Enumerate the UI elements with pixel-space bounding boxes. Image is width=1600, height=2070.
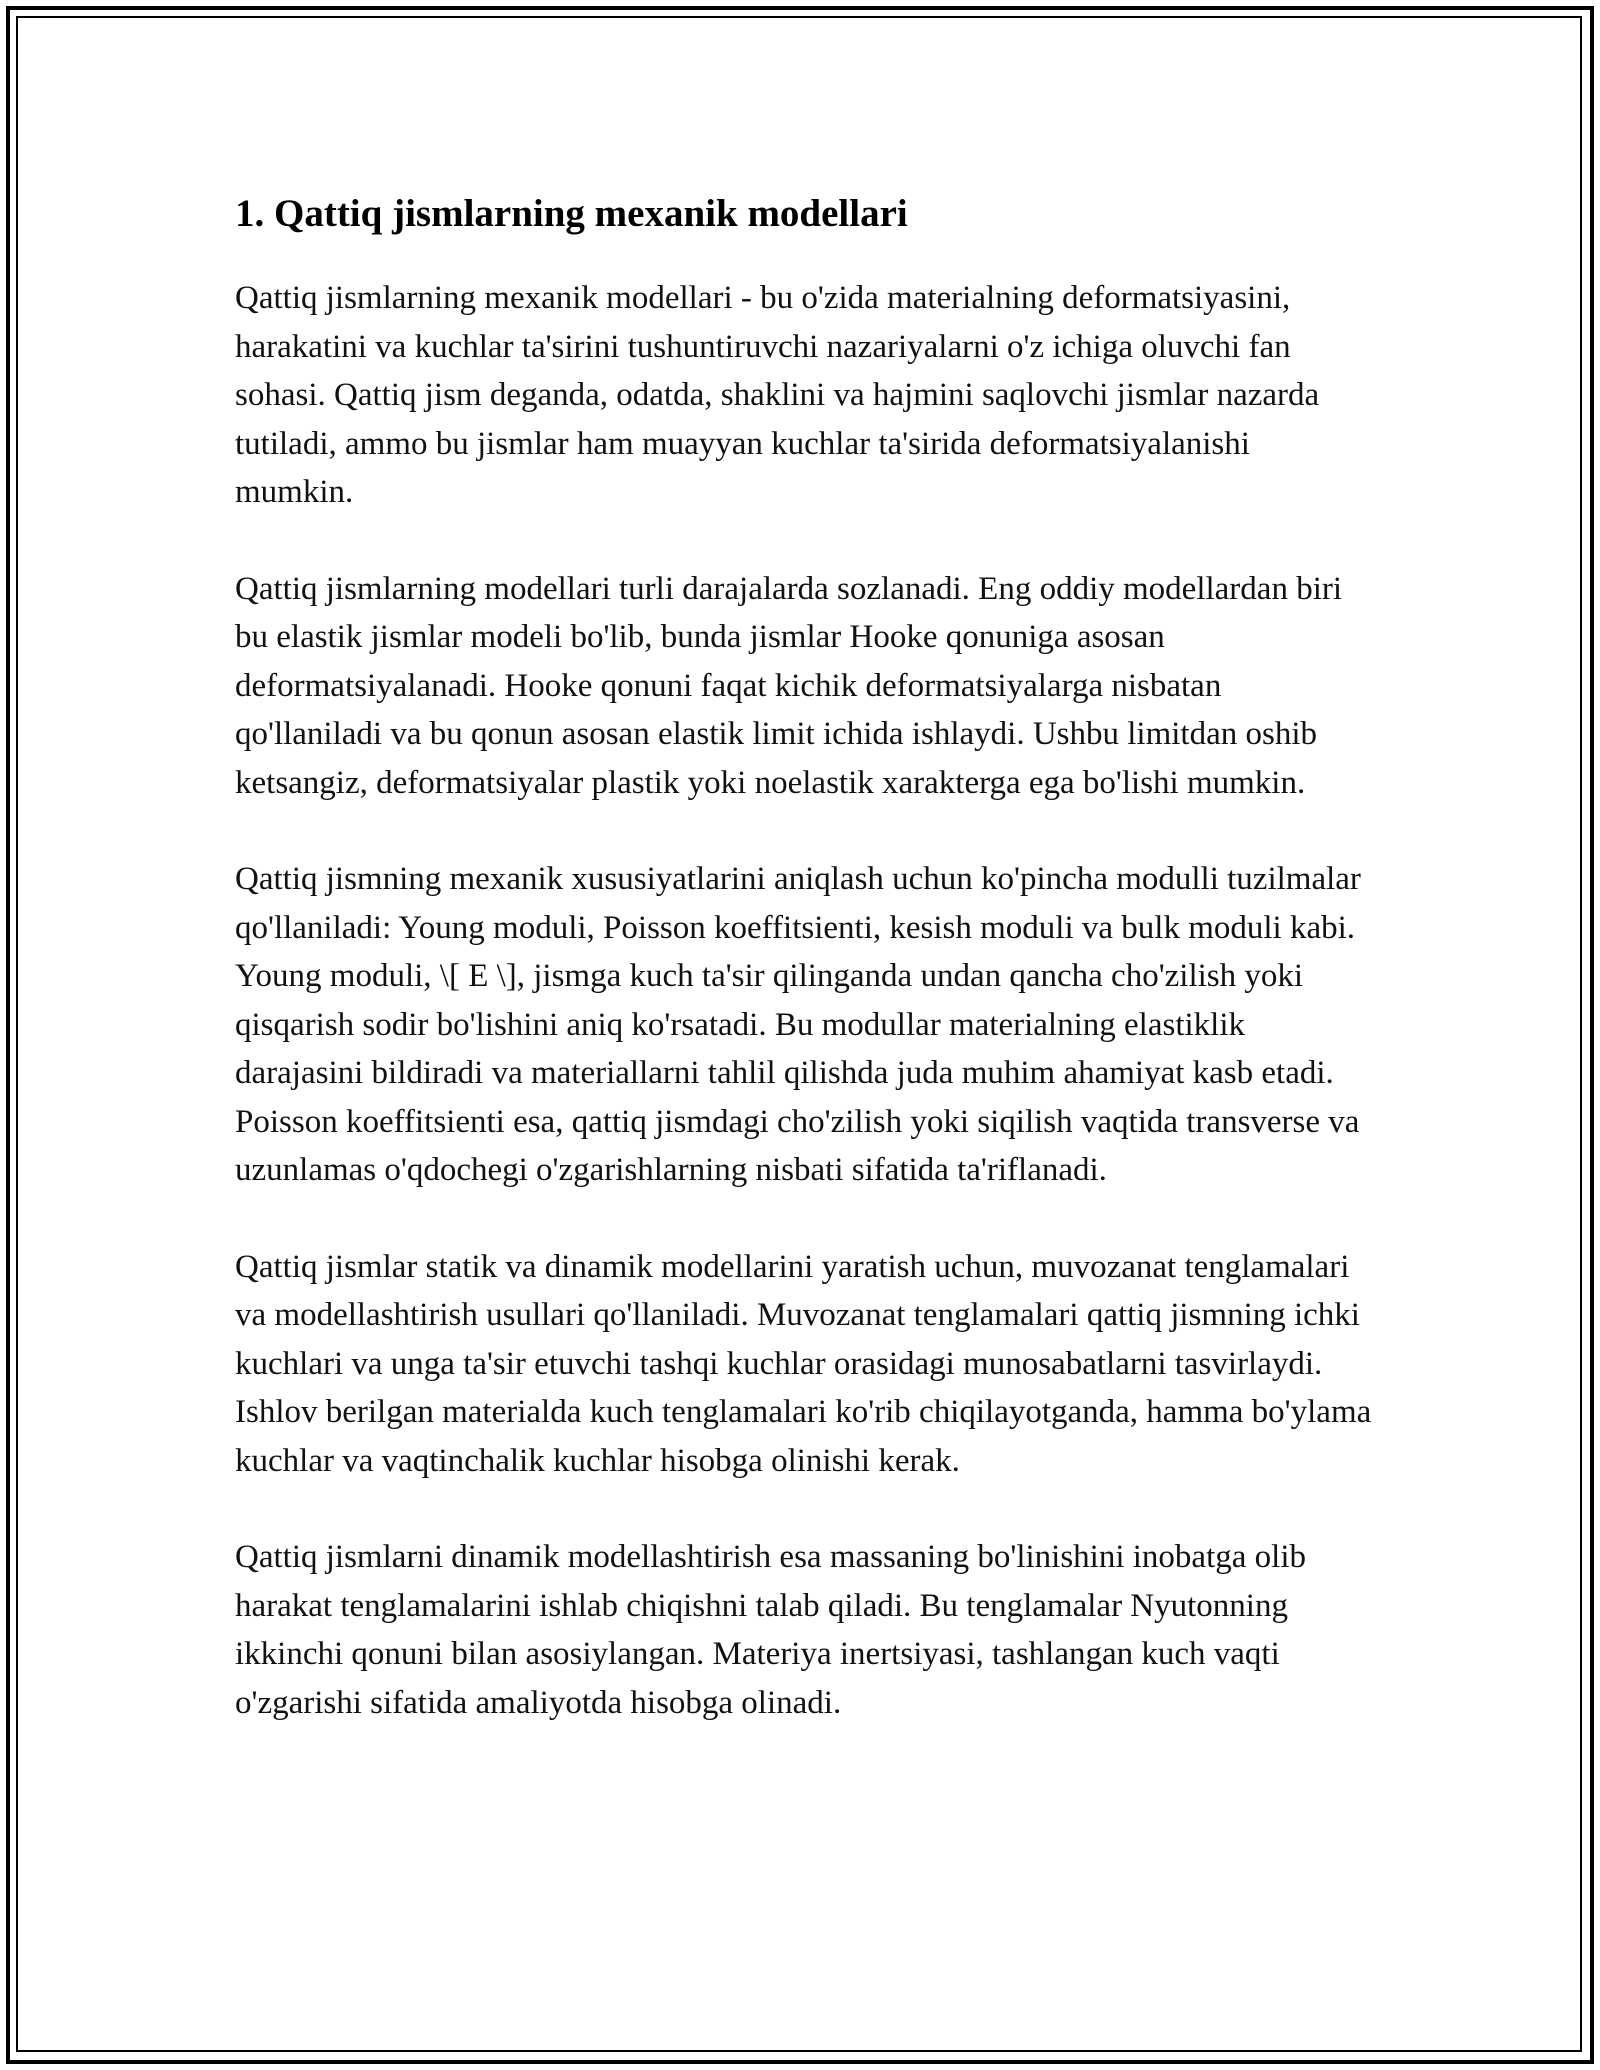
paragraph-4: Qattiq jismlar statik va dinamik modellarini yaratish uchun, muvozanat tenglamalari va modellashtirish usullari qo'llaniladi. Muvozanat tenglamalari qattiq jismning ichki kuchlari va unga ta'sir etuvchi tashqi kuchlar orasidagi munosabatlarni tasvirlaydi. Ishlov berilgan materialda kuch tenglamalari ko'rib chiqilayotganda, hamma bo'ylama kuchlar va vaqtinchalik kuchlar hisobga olinishi kerak. [235, 1248, 1372, 1479]
paragraph-5: Qattiq jismlarni dinamik modellashtirish esa massaning bo'linishini inobatga olib harakat tenglamalarini ishlab chiqishni talab qiladi. Bu tenglamalar Nyutonning ikkinchi qonuni bilan asosiylangan. Materiya inertsiyasi, tashlangan kuch vaqti o'zgarishi sifatida amaliyotda hisobga olinadi. [235, 1539, 1306, 1721]
document-body [235, 188, 1375, 1775]
paragraph-2: Qattiq jismlarning modellari turli darajalarda sozlanadi. Eng oddiy modellardan biri bu elastik jismlar modeli bo'lib, bunda jismlar Hooke qonuniga asosan deformatsiyalanadi. Hooke qonuni faqat kichik deformatsiyalarga nisbatan qo'llaniladi va bu qonun asosan elastik limit ichida ishlaydi. Ushbu limitdan oshib ketsangiz, deformatsiyalar plastik yoki noelastik xarakterga ega bo'lishi mumkin. [235, 570, 1343, 801]
section-heading: 1. Qattiq jismlarning mexanik modellari [235, 192, 908, 235]
paragraph-1: Qattiq jismlarning mexanik modellari - bu o'zida materialning deformatsiyasini, harakatini va kuchlar ta'sirini tushuntiruvchi nazariyalarni o'z ichiga oluvchi fan sohasi. Qattiq jism deganda, odatda, shaklini va hajmini saqlovchi jismlar nazarda tutiladi, ammo bu jismlar ham muayyan kuchlar ta'sirida deformatsiyalanishi mumkin. [235, 280, 1320, 510]
paragraph-3: Qattiq jismning mexanik xususiyatlarini aniqlash uchun ko'pincha modulli tuzilmalar qo'llaniladi: Young moduli, Poisson koeffitsienti, kesish moduli va bulk moduli kabi. Young moduli, \[ E \], jismga kuch ta'sir qilinganda undan qancha cho'zilish yoki qisqarish sodir bo'lishini aniq ko'rsatadi. Bu modullar materialning elastiklik darajasini bildiradi va materiallarni tahlil qilishda juda muhim ahamiyat kasb etadi. Poisson koeffitsienti esa, qattiq jismdagi cho'zilish yoki siqilish vaqtida transverse va uzunlamas o'qdochegi o'zgarishlarning nisbati sifatida ta'riflanadi. [235, 861, 1361, 1188]
